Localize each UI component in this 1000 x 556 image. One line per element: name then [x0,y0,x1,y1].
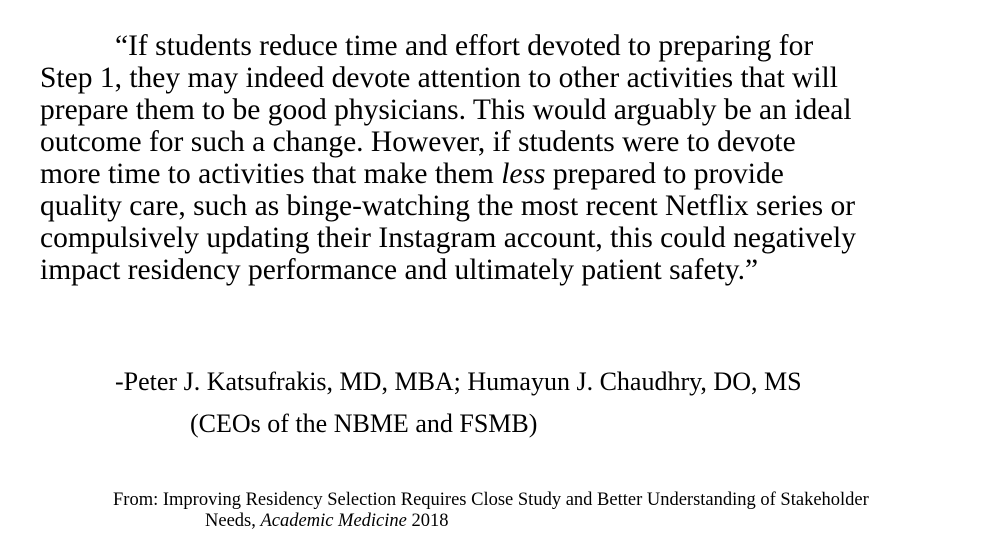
quote-line-3: prepare them to be good physicians. This would arguably be an ideal [40,94,852,126]
source-line-2-start: Needs, [205,511,261,531]
quote-line-6: quality care, such as binge-watching the most recent Netflix series or [40,190,856,222]
quote-line-2: Step 1, they may indeed devote attention to other activities that will [40,62,838,94]
quote-line-4: outcome for such a change. However, if students were to devote [40,126,796,158]
quote-attribution: -Peter J. Katsufrakis, MD, MBA; Humayun J. Chaudhry, DO, MS [115,367,802,396]
quote-line-5 [40,158,980,190]
quote-block [40,30,980,286]
source-line-2 [113,511,869,532]
author-affiliation: (CEOs of the NBME and FSMB) [190,409,538,438]
source-line-1: From: Improving Residency Selection Requires Close Study and Better Understanding of Stakeholder [113,490,869,510]
quote-line-5-end: prepared to provide [545,158,784,190]
quote-emphasis: less [501,158,546,190]
quote-line-8: impact residency performance and ultimately patient safety.” [40,254,759,286]
source-citation [113,490,869,532]
quote-line-1: “If students reduce time and effort devoted to preparing for [115,30,814,62]
journal-name: Academic Medicine [260,511,407,531]
quote-line-7: compulsively updating their Instagram account, this could negatively [40,222,856,254]
publication-year: 2018 [406,511,449,531]
quote-line-5-start: more time to activities that make them [40,158,502,190]
